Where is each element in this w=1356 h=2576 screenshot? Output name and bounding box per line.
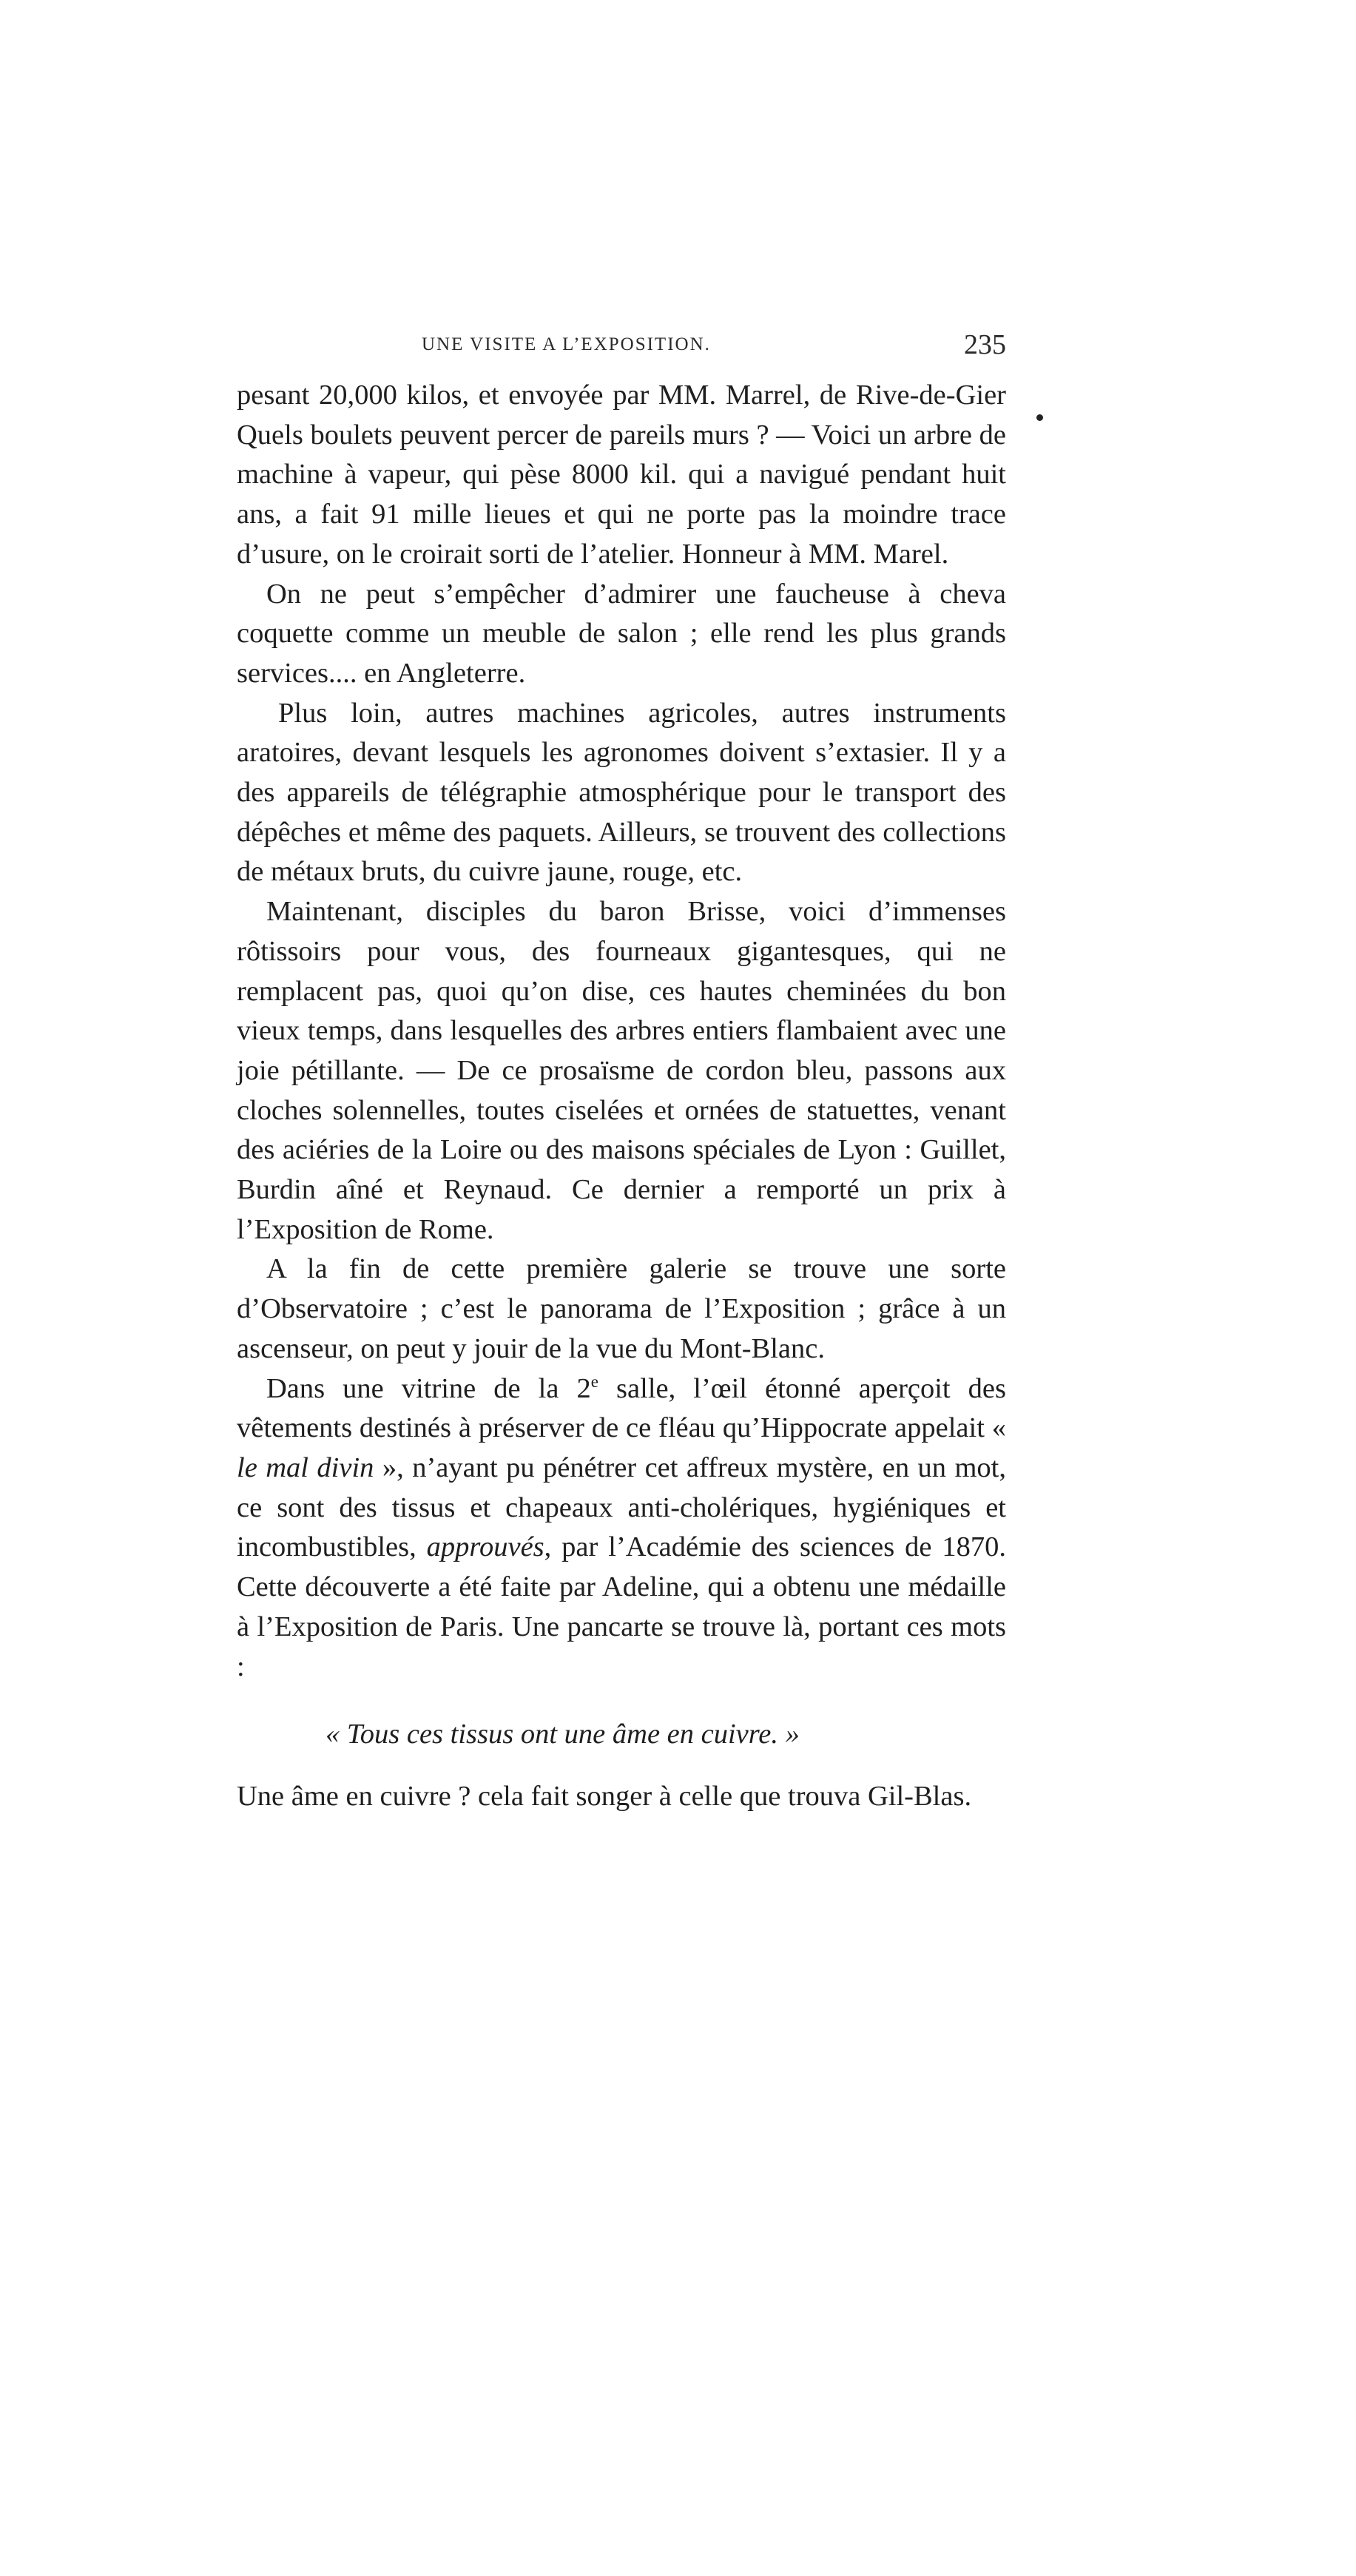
paragraph: A la fin de cette première galerie se trouve une sorte d’Observatoire ; c’est le panorama de l’Exposition ; grâce à un ascenseur, on peut y jouir de la vue du Mont-Blanc.	[237, 1253, 1006, 1364]
page-number: 235	[964, 329, 1006, 360]
paragraph-vitrine	[237, 1369, 1006, 1687]
quote-mark: «	[325, 1719, 347, 1750]
running-title: UNE VISITE A L’EXPOSITION.	[422, 334, 711, 354]
italic-term: approuvés	[426, 1531, 544, 1563]
ink-speck	[1036, 414, 1043, 421]
block-quote	[237, 1715, 1006, 1755]
paragraph: On ne peut s’empêcher d’admirer une faucheuse à cheva coquette comme un meuble de salon ; elle rend les plus grands services.... en Angleterre.	[237, 578, 1006, 689]
quote-mark: «	[991, 1412, 1006, 1444]
closing-line: Une âme en cuivre ? cela fait songer à celle que trouva Gil-Blas.	[237, 1780, 972, 1812]
quote-mark: »	[374, 1451, 397, 1483]
italic-term: le mal divin	[237, 1451, 374, 1483]
paragraph: Plus loin, autres machines agricoles, autres instruments aratoires, devant lesquels les agronomes doivent s’extasier. Il y a des appareils de télégraphie atmosphérique pour le transport des dépêches et même des paquets. Ailleurs, se trouvent des collections de métaux bruts, du cuivre jaune, rouge, etc.	[237, 697, 1006, 888]
running-head	[237, 328, 1006, 365]
paragraph-continuation: pesant 20,000 kilos, et envoyée par MM. Marrel, de Rive-de-Gier Quels boulets peuvent percer de pareils murs ? — Voici un arbre de machine à vapeur, qui pèse 8000 kil. qui a navigué pendant huit ans, a fait 91 mille lieues et qui ne porte pas la moindre trace d’usure, on le croirait sorti de l’atelier. Honneur à MM. Marel.	[237, 380, 1006, 570]
quote-mark: »	[778, 1719, 800, 1750]
paragraph: Maintenant, disciples du baron Brisse, voici d’immenses rôtissoirs pour vous, des fourneaux gigantesques, qui ne remplacent pas, quoi qu’on dise, ces hautes cheminées du bon vieux temps, dans lesquelles des arbres entiers flambaient avec une joie pétillante. — De ce prosaïsme de cordon bleu, passons aux cloches solennelles, toutes ciselées et ornées de statuettes, venant des aciéries de la Loire ou des maisons spéciales de Lyon : Guillet, Burdin aîné et Reynaud. Ce dernier a remporté un prix à l’Exposition de Rome.	[237, 896, 1006, 1245]
text-span: , par l’Académie des sciences de 1870. Cette découverte a été faite par Adeline, qui a obtenu une médaille à l’Exposition de Paris. Une pancarte se trouve là, portant ces mots :	[237, 1531, 1007, 1682]
superscript: e	[590, 1371, 599, 1391]
text-span: , n’ayant pu pénétrer cet affreux mystère, en un mot, ce sont des tissus et chapeaux anti-cholériques, hygiéniques et incombustibles,	[237, 1451, 1006, 1563]
quote-text: Tous ces tissus ont une âme en cuivre.	[346, 1719, 779, 1750]
text-span: Dans une vitrine de la 2	[266, 1372, 591, 1404]
body-text	[237, 376, 1006, 1817]
text-span: salle, l’œil étonné aperçoit des vêtements destinés à préserver de ce fléau qu’Hippocrate appelait	[237, 1372, 1006, 1444]
